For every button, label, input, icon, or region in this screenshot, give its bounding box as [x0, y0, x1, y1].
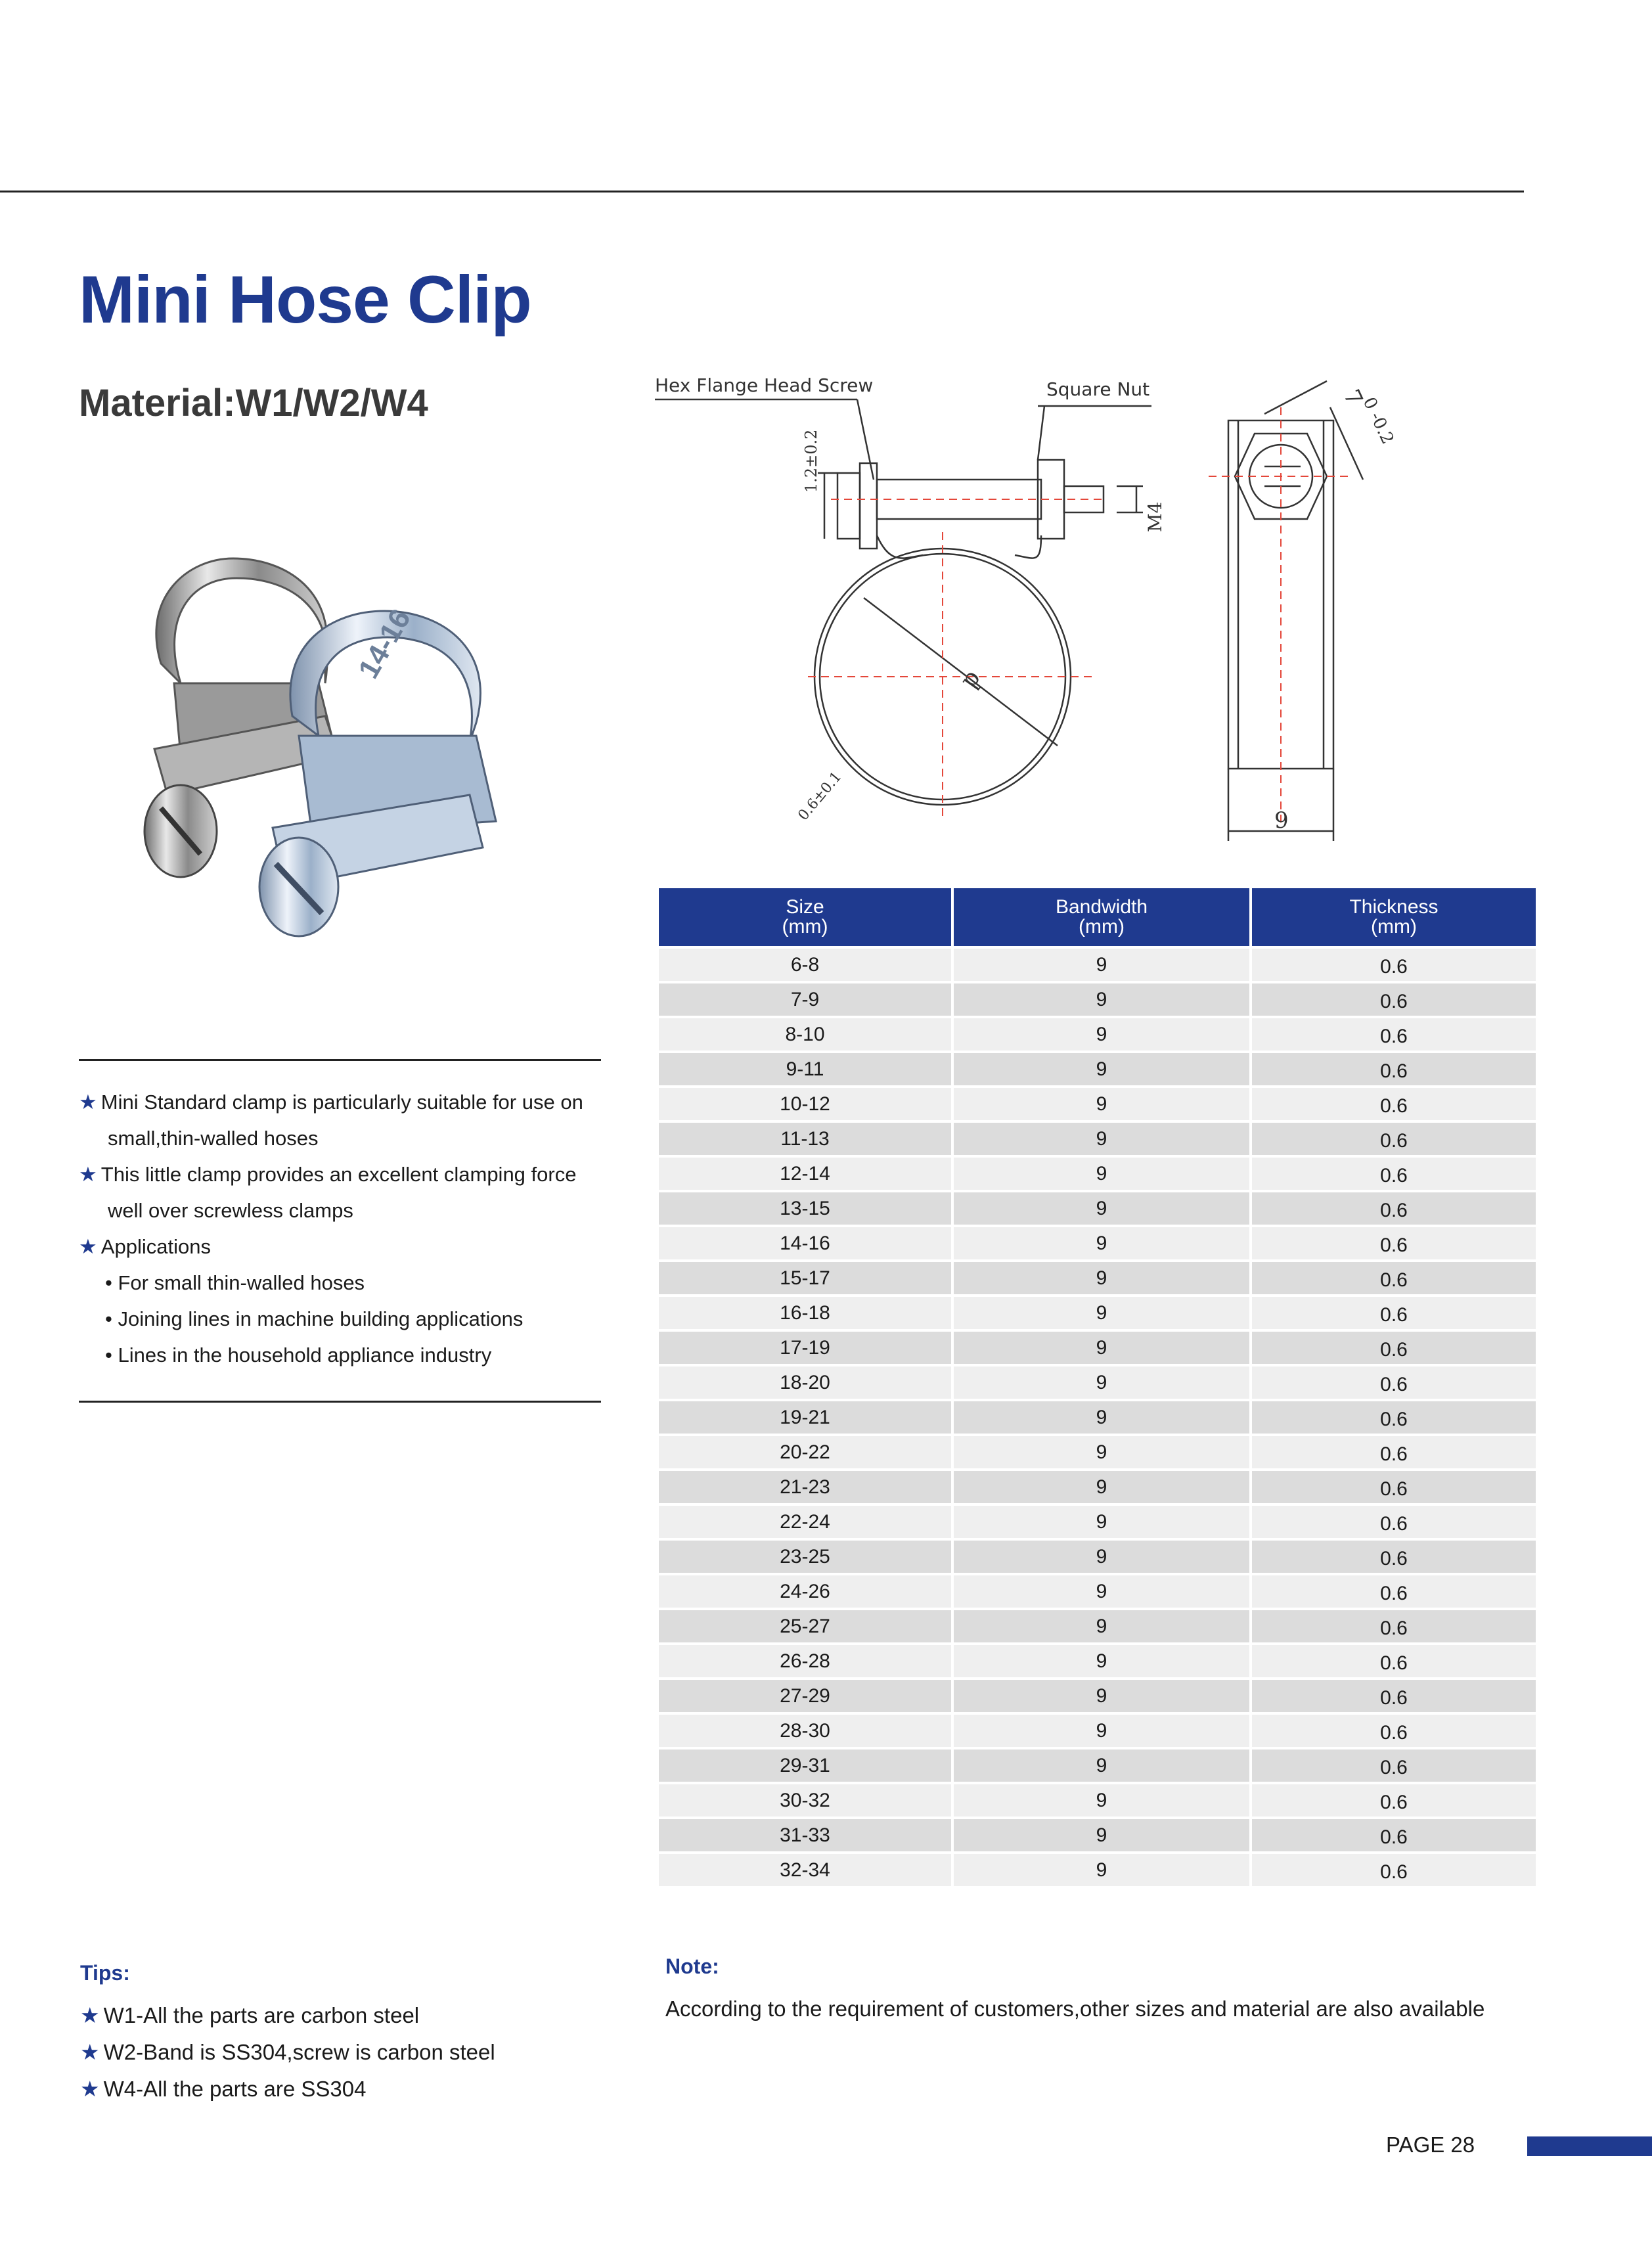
- cell-size: 11-13: [659, 1123, 951, 1155]
- cell-thickness: 0.6: [1249, 1158, 1536, 1190]
- cell-size: 23-25: [659, 1541, 951, 1573]
- cell-thickness: 0.6: [1249, 1471, 1536, 1503]
- header-thickness: Thickness (mm): [1249, 888, 1536, 946]
- cell-bandwidth: 9: [951, 1192, 1249, 1225]
- cell-size: 22-24: [659, 1506, 951, 1538]
- cell-bandwidth: 9: [951, 1610, 1249, 1642]
- table-row: [659, 1680, 1536, 1712]
- cell-thickness: 0.6: [1249, 1192, 1536, 1225]
- cell-thickness: 0.6: [1249, 1784, 1536, 1817]
- cell-size: 16-18: [659, 1297, 951, 1329]
- table-row: [659, 1192, 1536, 1225]
- top-dim: 7: [1337, 385, 1368, 410]
- cell-bandwidth: 9: [951, 1784, 1249, 1817]
- cell-thickness: 0.6: [1249, 983, 1536, 1016]
- cell-size: 24-26: [659, 1575, 951, 1608]
- cell-bandwidth: 9: [951, 983, 1249, 1016]
- head-height-dim: 1.2±0.2: [802, 429, 820, 493]
- cell-size: 28-30: [659, 1715, 951, 1747]
- cell-bandwidth: 9: [951, 1123, 1249, 1155]
- feature-item-cont: well over screwless clamps: [108, 1199, 353, 1222]
- table-row: [659, 1715, 1536, 1747]
- zinc-clamp: [259, 604, 496, 936]
- cell-bandwidth: 9: [951, 1715, 1249, 1747]
- cell-thickness: 0.6: [1249, 1262, 1536, 1294]
- note-text: According to the requirement of customers,other sizes and material are also available: [665, 1997, 1485, 2021]
- table-body: [659, 949, 1536, 1886]
- page-accent-bar: [1527, 2136, 1652, 2156]
- table-row: [659, 1332, 1536, 1364]
- cell-bandwidth: 9: [951, 1262, 1249, 1294]
- tips-label: Tips:: [80, 1961, 130, 1985]
- cell-thickness: 0.6: [1249, 1645, 1536, 1677]
- cell-size: 6-8: [659, 949, 951, 981]
- cell-thickness: 0.6: [1249, 1123, 1536, 1155]
- cell-size: 9-11: [659, 1053, 951, 1085]
- cell-thickness: 0.6: [1249, 1053, 1536, 1085]
- cell-thickness: 0.6: [1249, 1297, 1536, 1329]
- cell-bandwidth: 9: [951, 1541, 1249, 1573]
- cell-size: 30-32: [659, 1784, 951, 1817]
- table-row: [659, 983, 1536, 1016]
- cell-size: 29-31: [659, 1750, 951, 1782]
- cell-size: 25-27: [659, 1610, 951, 1642]
- application-item: • Lines in the household appliance industry: [105, 1344, 492, 1366]
- table-row: [659, 1436, 1536, 1468]
- star-icon: ★: [79, 1091, 97, 1114]
- table-row: [659, 1506, 1536, 1538]
- cell-bandwidth: 9: [951, 1819, 1249, 1851]
- feature-item: ★ Applications: [79, 1235, 211, 1258]
- feature-item: ★ This little clamp provides an excellent clamping force: [79, 1163, 577, 1186]
- header-bandwidth: Bandwidth (mm): [951, 888, 1249, 946]
- cell-thickness: 0.6: [1249, 1750, 1536, 1782]
- cell-thickness: 0.6: [1249, 1819, 1536, 1851]
- table-row: [659, 1784, 1536, 1817]
- note-section: [665, 1954, 1585, 2027]
- cell-thickness: 0.6: [1249, 1680, 1536, 1712]
- material-subtitle: Material:W1/W2/W4: [79, 382, 428, 424]
- cell-bandwidth: 9: [951, 1854, 1249, 1886]
- cell-size: 21-23: [659, 1471, 951, 1503]
- cell-bandwidth: 9: [951, 1436, 1249, 1468]
- hose-clip-photo: [76, 519, 548, 946]
- table-row: [659, 1123, 1536, 1155]
- star-icon: ★: [80, 2040, 100, 2064]
- cell-bandwidth: 9: [951, 1401, 1249, 1434]
- cell-thickness: 0.6: [1249, 1332, 1536, 1364]
- screw-label: Hex Flange Head Screw: [655, 374, 874, 396]
- table-row: [659, 1227, 1536, 1259]
- page-number: PAGE 28: [1386, 2133, 1475, 2157]
- cell-thickness: 0.6: [1249, 1088, 1536, 1120]
- cell-bandwidth: 9: [951, 1366, 1249, 1399]
- cell-size: 32-34: [659, 1854, 951, 1886]
- cell-size: 10-12: [659, 1088, 951, 1120]
- cell-bandwidth: 9: [951, 1471, 1249, 1503]
- tips-section: [80, 1961, 671, 2108]
- cell-thickness: 0.6: [1249, 1854, 1536, 1886]
- cell-size: 7-9: [659, 983, 951, 1016]
- table-row: [659, 1750, 1536, 1782]
- table-row: [659, 1088, 1536, 1120]
- technical-drawing: [647, 368, 1422, 854]
- features-bottom-rule: [79, 1401, 601, 1403]
- features-top-rule: [79, 1059, 601, 1061]
- application-item: • For small thin-walled hoses: [105, 1271, 365, 1294]
- star-icon: ★: [80, 2003, 100, 2027]
- cell-thickness: 0.6: [1249, 1436, 1536, 1468]
- star-icon: ★: [80, 2077, 100, 2101]
- table-row: [659, 1262, 1536, 1294]
- nut-label: Square Nut: [1046, 378, 1150, 400]
- table-row: [659, 1401, 1536, 1434]
- cell-size: 27-29: [659, 1680, 951, 1712]
- cell-thickness: 0.6: [1249, 1506, 1536, 1538]
- star-icon: ★: [79, 1163, 97, 1186]
- feature-item-cont: small,thin-walled hoses: [108, 1127, 319, 1150]
- table-row: [659, 1645, 1536, 1677]
- cell-bandwidth: 9: [951, 1053, 1249, 1085]
- table-row: [659, 1819, 1536, 1851]
- tip-item: ★ W1-All the parts are carbon steel: [80, 2003, 420, 2027]
- cell-size: 20-22: [659, 1436, 951, 1468]
- diameter-dim: d: [957, 666, 989, 695]
- cell-thickness: 0.6: [1249, 949, 1536, 981]
- cell-bandwidth: 9: [951, 1575, 1249, 1608]
- table-row: [659, 1158, 1536, 1190]
- feature-item: ★ Mini Standard clamp is particularly suitable for use on: [79, 1091, 583, 1114]
- cell-thickness: 0.6: [1249, 1018, 1536, 1050]
- top-rule: [0, 191, 1524, 192]
- application-item: • Joining lines in machine building applications: [105, 1307, 524, 1330]
- cell-size: 26-28: [659, 1645, 951, 1677]
- cell-thickness: 0.6: [1249, 1610, 1536, 1642]
- cell-bandwidth: 9: [951, 1158, 1249, 1190]
- cell-thickness: 0.6: [1249, 1366, 1536, 1399]
- table-row: [659, 1366, 1536, 1399]
- cell-bandwidth: 9: [951, 1506, 1249, 1538]
- tip-item: ★ W4-All the parts are SS304: [80, 2077, 367, 2101]
- table-row: [659, 1471, 1536, 1503]
- features-list: [79, 1084, 604, 1373]
- star-icon: ★: [79, 1235, 97, 1258]
- cell-size: 18-20: [659, 1366, 951, 1399]
- cell-thickness: 0.6: [1249, 1715, 1536, 1747]
- page-title: Mini Hose Clip: [79, 262, 531, 337]
- band-thickness-dim: 0.6±0.1: [795, 769, 845, 824]
- cell-bandwidth: 9: [951, 1680, 1249, 1712]
- svg-text:14-16: 14-16: [352, 604, 417, 684]
- top-dim-tolerance: 0 -0.2: [1358, 394, 1398, 447]
- cell-thickness: 0.6: [1249, 1401, 1536, 1434]
- cell-size: 31-33: [659, 1819, 951, 1851]
- cell-size: 15-17: [659, 1262, 951, 1294]
- header-size: Size (mm): [659, 888, 951, 946]
- cell-bandwidth: 9: [951, 1018, 1249, 1050]
- cell-bandwidth: 9: [951, 1088, 1249, 1120]
- cell-thickness: 0.6: [1249, 1575, 1536, 1608]
- cell-size: 13-15: [659, 1192, 951, 1225]
- table-row: [659, 1297, 1536, 1329]
- tip-item: ★ W2-Band is SS304,screw is carbon steel: [80, 2040, 495, 2064]
- note-label: Note:: [665, 1954, 719, 1978]
- cell-bandwidth: 9: [951, 1645, 1249, 1677]
- width-dim: 9: [1274, 807, 1289, 834]
- cell-bandwidth: 9: [951, 1750, 1249, 1782]
- cell-thickness: 0.6: [1249, 1541, 1536, 1573]
- table-header: [659, 888, 1536, 946]
- table-row: [659, 1541, 1536, 1573]
- cell-bandwidth: 9: [951, 949, 1249, 981]
- cell-bandwidth: 9: [951, 1332, 1249, 1364]
- cell-size: 19-21: [659, 1401, 951, 1434]
- cell-bandwidth: 9: [951, 1227, 1249, 1259]
- table-row: [659, 1053, 1536, 1085]
- thread-dim: M4: [1144, 501, 1166, 532]
- table-row: [659, 1575, 1536, 1608]
- table-row: [659, 1610, 1536, 1642]
- cell-size: 8-10: [659, 1018, 951, 1050]
- cell-size: 14-16: [659, 1227, 951, 1259]
- cell-size: 17-19: [659, 1332, 951, 1364]
- spec-table: [659, 888, 1536, 1886]
- cell-bandwidth: 9: [951, 1297, 1249, 1329]
- table-row: [659, 1854, 1536, 1886]
- table-row: [659, 949, 1536, 981]
- cell-size: 12-14: [659, 1158, 951, 1190]
- cell-thickness: 0.6: [1249, 1227, 1536, 1259]
- table-row: [659, 1018, 1536, 1050]
